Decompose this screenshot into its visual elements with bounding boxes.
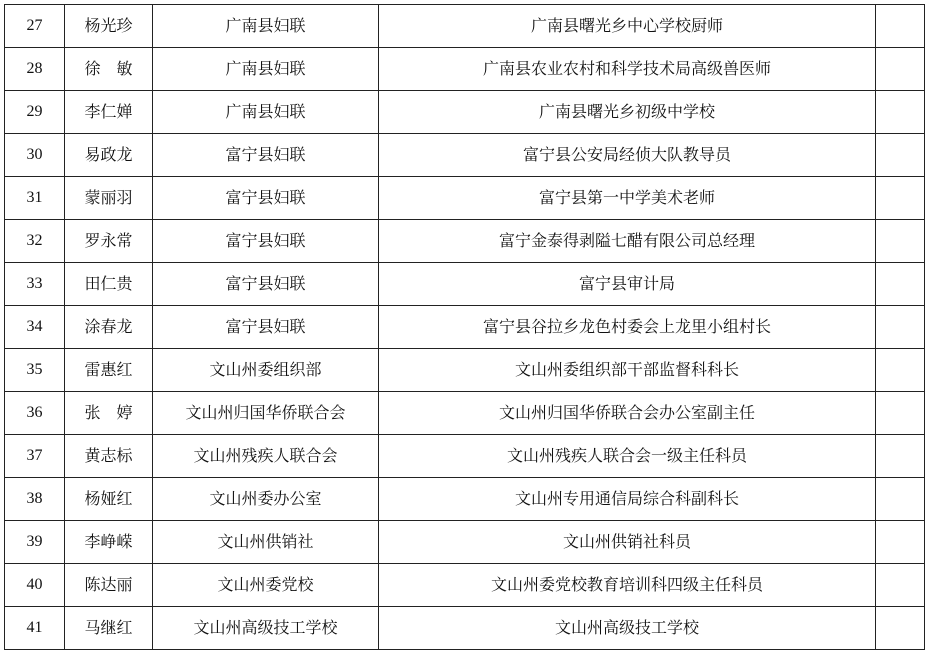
roster-table — [4, 4, 925, 650]
serial-number-cell: 40 — [5, 564, 65, 607]
table-row — [5, 564, 925, 607]
work-position-cell: 文山州专用通信局综合科副科长 — [379, 478, 876, 521]
table-row — [5, 306, 925, 349]
recommending-unit-cell: 富宁县妇联 — [153, 263, 379, 306]
serial-number-cell: 27 — [5, 5, 65, 48]
name-cell: 李峥嵘 — [65, 521, 153, 564]
remarks-cell — [876, 263, 925, 306]
remarks-cell — [876, 48, 925, 91]
remarks-cell — [876, 177, 925, 220]
name-cell: 陈达丽 — [65, 564, 153, 607]
remarks-cell — [876, 521, 925, 564]
work-position-cell: 广南县农业农村和科学技术局高级兽医师 — [379, 48, 876, 91]
serial-number-cell: 34 — [5, 306, 65, 349]
recommending-unit-cell: 富宁县妇联 — [153, 134, 379, 177]
name-cell: 涂春龙 — [65, 306, 153, 349]
table-row — [5, 435, 925, 478]
serial-number-cell: 31 — [5, 177, 65, 220]
name-cell: 张 婷 — [65, 392, 153, 435]
table-row — [5, 220, 925, 263]
serial-number-cell: 36 — [5, 392, 65, 435]
name-cell: 杨娅红 — [65, 478, 153, 521]
name-cell: 罗永常 — [65, 220, 153, 263]
remarks-cell — [876, 349, 925, 392]
work-position-cell: 文山州委组织部干部监督科科长 — [379, 349, 876, 392]
work-position-cell: 富宁金泰得剥隘七醋有限公司总经理 — [379, 220, 876, 263]
table-row — [5, 607, 925, 650]
table-row — [5, 5, 925, 48]
table-row — [5, 349, 925, 392]
name-cell: 易政龙 — [65, 134, 153, 177]
remarks-cell — [876, 564, 925, 607]
work-position-cell: 文山州供销社科员 — [379, 521, 876, 564]
serial-number-cell: 30 — [5, 134, 65, 177]
remarks-cell — [876, 5, 925, 48]
remarks-cell — [876, 134, 925, 177]
recommending-unit-cell: 广南县妇联 — [153, 5, 379, 48]
work-position-cell: 广南县曙光乡中心学校厨师 — [379, 5, 876, 48]
table-row — [5, 48, 925, 91]
table-row — [5, 478, 925, 521]
table-row — [5, 177, 925, 220]
work-position-cell: 文山州归国华侨联合会办公室副主任 — [379, 392, 876, 435]
recommending-unit-cell: 文山州委党校 — [153, 564, 379, 607]
table-row — [5, 91, 925, 134]
serial-number-cell: 29 — [5, 91, 65, 134]
remarks-cell — [876, 435, 925, 478]
recommending-unit-cell: 文山州残疾人联合会 — [153, 435, 379, 478]
recommending-unit-cell: 广南县妇联 — [153, 48, 379, 91]
recommending-unit-cell: 文山州高级技工学校 — [153, 607, 379, 650]
work-position-cell: 文山州委党校教育培训科四级主任科员 — [379, 564, 876, 607]
recommending-unit-cell: 富宁县妇联 — [153, 220, 379, 263]
remarks-cell — [876, 306, 925, 349]
work-position-cell: 富宁县第一中学美术老师 — [379, 177, 876, 220]
name-cell: 马继红 — [65, 607, 153, 650]
recommending-unit-cell: 广南县妇联 — [153, 91, 379, 134]
remarks-cell — [876, 607, 925, 650]
table-row — [5, 263, 925, 306]
table-row — [5, 134, 925, 177]
serial-number-cell: 38 — [5, 478, 65, 521]
work-position-cell: 广南县曙光乡初级中学校 — [379, 91, 876, 134]
table-row — [5, 392, 925, 435]
work-position-cell: 富宁县审计局 — [379, 263, 876, 306]
serial-number-cell: 32 — [5, 220, 65, 263]
roster-table-body — [5, 5, 925, 650]
recommending-unit-cell: 文山州供销社 — [153, 521, 379, 564]
remarks-cell — [876, 91, 925, 134]
recommending-unit-cell: 富宁县妇联 — [153, 306, 379, 349]
serial-number-cell: 33 — [5, 263, 65, 306]
serial-number-cell: 37 — [5, 435, 65, 478]
remarks-cell — [876, 478, 925, 521]
name-cell: 田仁贵 — [65, 263, 153, 306]
serial-number-cell: 41 — [5, 607, 65, 650]
name-cell: 黄志标 — [65, 435, 153, 478]
remarks-cell — [876, 392, 925, 435]
name-cell: 李仁婵 — [65, 91, 153, 134]
work-position-cell: 富宁县公安局经侦大队教导员 — [379, 134, 876, 177]
work-position-cell: 文山州残疾人联合会一级主任科员 — [379, 435, 876, 478]
name-cell: 雷惠红 — [65, 349, 153, 392]
recommending-unit-cell: 文山州委组织部 — [153, 349, 379, 392]
serial-number-cell: 39 — [5, 521, 65, 564]
table-row — [5, 521, 925, 564]
recommending-unit-cell: 富宁县妇联 — [153, 177, 379, 220]
remarks-cell — [876, 220, 925, 263]
name-cell: 杨光珍 — [65, 5, 153, 48]
serial-number-cell: 28 — [5, 48, 65, 91]
work-position-cell: 文山州高级技工学校 — [379, 607, 876, 650]
work-position-cell: 富宁县谷拉乡龙色村委会上龙里小组村长 — [379, 306, 876, 349]
recommending-unit-cell: 文山州归国华侨联合会 — [153, 392, 379, 435]
serial-number-cell: 35 — [5, 349, 65, 392]
name-cell: 蒙丽羽 — [65, 177, 153, 220]
name-cell: 徐 敏 — [65, 48, 153, 91]
recommending-unit-cell: 文山州委办公室 — [153, 478, 379, 521]
